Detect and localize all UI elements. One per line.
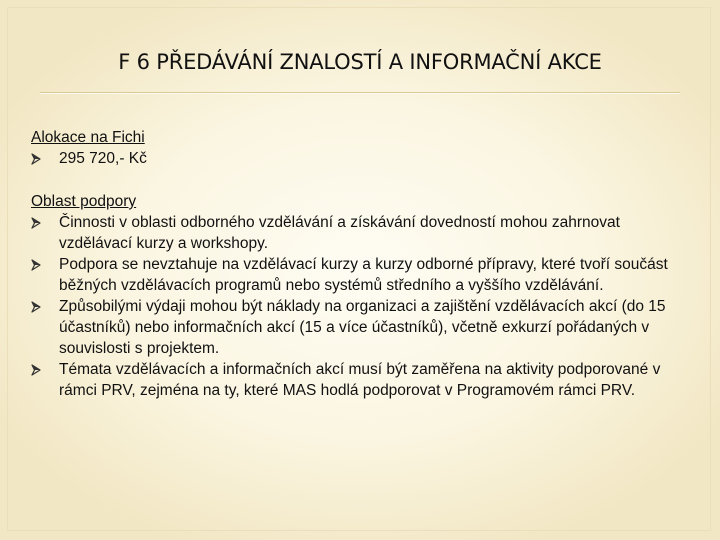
list-item-text: Podpora se nevztahuje na vzdělávací kurzy a kurzy odborné přípravy, které tvoří součást běžných vzdělávacích programů nebo systémů středního a vyššího vzdělávání. [59, 256, 668, 294]
arrow-bullet-icon [31, 297, 41, 320]
allocation-heading: Alokace na Fichi [31, 129, 145, 146]
list-item-text: Činnosti v oblasti odborného vzdělávání a získávání dovedností mohou zahrnovat vzdělávací kurzy a workshopy. [59, 214, 620, 252]
list-item [31, 148, 691, 169]
list-item [31, 254, 691, 296]
allocation-list [31, 148, 691, 169]
arrow-bullet-icon [31, 360, 41, 383]
title-divider [40, 92, 680, 93]
list-item [31, 296, 691, 359]
arrow-bullet-icon [31, 213, 41, 236]
allocation-amount: 295 720,- Kč [59, 150, 147, 167]
arrow-bullet-icon [31, 255, 41, 278]
arrow-bullet-icon [31, 149, 41, 172]
slide-title: F 6 PŘEDÁVÁNÍ ZNALOSTÍ A INFORMAČNÍ AKCE [118, 50, 602, 74]
support-area-list [31, 212, 691, 401]
list-item-text: Témata vzdělávacích a informačních akcí musí být zaměřena na aktivity podporované v rámci PRV, zejména na ty, které MAS hodlá podporovat v Programovém rámci PRV. [59, 361, 661, 399]
list-item [31, 359, 691, 401]
slide-content [31, 127, 691, 401]
list-item-text: Způsobilými výdaji mohou být náklady na organizaci a zajištění vzdělávacích akcí (do 15 účastníků) nebo informačních akcí (15 a více účastníků), včetně exkurzí pořádaných v souvislosti s projektem. [59, 298, 666, 357]
support-area-heading: Oblast podpory [31, 193, 137, 210]
list-item [31, 212, 691, 254]
